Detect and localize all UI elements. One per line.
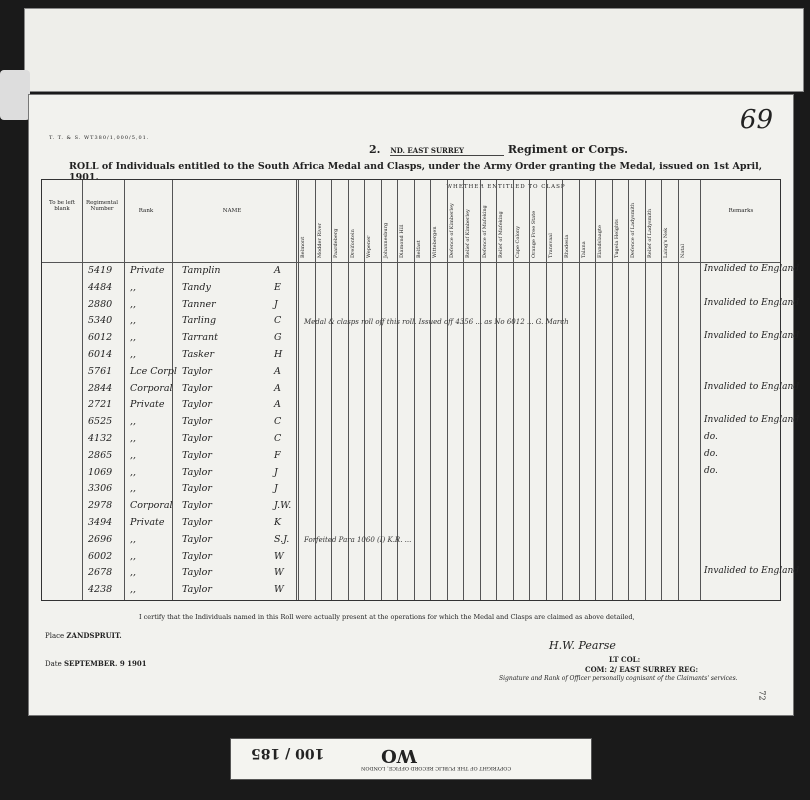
surname: Taylor	[182, 433, 212, 444]
clasp-group-header: WHETHER ENTITLED TO CLASP	[446, 184, 566, 190]
reg-number: 2844	[88, 382, 113, 394]
surname: Taylor	[182, 382, 212, 394]
rank: ,,	[130, 416, 137, 428]
rank: ,,	[130, 483, 137, 495]
surname: Taylor	[182, 466, 212, 478]
rank: Lce Corpl	[130, 365, 177, 377]
remark: do.	[704, 448, 718, 459]
rank: ,,	[130, 315, 137, 327]
top-sheet	[24, 8, 804, 92]
initial: A	[274, 382, 281, 394]
surname: Taylor	[182, 416, 212, 428]
table-row	[42, 466, 780, 482]
clasp-header: Orange Free State	[531, 210, 537, 258]
surname: Tarling	[182, 315, 217, 327]
rank: Private	[130, 517, 165, 528]
table-row	[42, 432, 780, 448]
clasp-header: Dreifontein	[349, 229, 356, 258]
surname: Taylor	[182, 567, 212, 579]
reg-number: 6525	[88, 416, 113, 428]
clasp-header: Johannesburg	[382, 222, 389, 258]
col-reg-number: Regimental Number	[86, 200, 118, 212]
table-row	[42, 566, 800, 582]
reg-number: 1069	[88, 466, 113, 478]
binding-spine	[0, 70, 30, 120]
note-tarrant: Medal & clasps roll off this roll. Issued off 4356 ... as No 6012 ... G. March	[304, 318, 569, 326]
table-row	[42, 297, 800, 314]
initial: A	[274, 399, 281, 411]
table-row	[42, 482, 780, 498]
initial: A	[274, 265, 281, 276]
archive-stamp	[230, 738, 592, 780]
table-row	[42, 499, 780, 515]
clasp-header: Wittebergen	[432, 226, 438, 258]
officer-rank: LT COL:	[609, 655, 641, 664]
surname: Taylor	[182, 517, 212, 528]
rank: ,,	[130, 550, 137, 562]
surname: Tandy	[182, 281, 211, 293]
remark: do.	[704, 465, 718, 476]
clasp-header: Paardeberg	[333, 228, 339, 258]
reg-number: 4238	[88, 584, 113, 596]
table-row	[42, 281, 780, 297]
reg-number: 3494	[88, 517, 113, 528]
table-row	[42, 583, 780, 599]
rank: Corporal	[130, 382, 173, 394]
rank: ,,	[130, 567, 137, 579]
reg-number: 2978	[88, 500, 113, 512]
clasp-header: Modder River	[316, 222, 323, 258]
officer-signature: H.W. Pearse	[549, 639, 616, 652]
table-row	[42, 398, 780, 414]
rank: Private	[130, 399, 165, 411]
reg-number: 4484	[88, 281, 113, 293]
remark: Invalided to England	[704, 415, 800, 426]
reg-number: 6002	[88, 550, 113, 562]
table-row	[42, 415, 800, 431]
roll-title: ROLL of Individuals entitled to the South Africa Medal and Clasps, under the Army Order granting the Medal, issued on 1st April, 1901.	[69, 161, 763, 183]
clasp-header: Belmont	[300, 236, 306, 258]
table-row	[42, 365, 780, 381]
rank: ,,	[130, 433, 137, 444]
surname: Taylor	[182, 550, 212, 562]
regiment-line	[369, 143, 628, 156]
initial: A	[274, 365, 281, 377]
certify-text: I certify that the Individuals named in this Roll were actually present at the operations for which the Medal and Clasps are claimed as above detailed,	[139, 613, 635, 621]
rank: ,,	[130, 349, 137, 360]
reg-number: 4132	[88, 433, 113, 444]
reg-number: 5340	[88, 315, 113, 327]
table-row	[42, 516, 780, 532]
stamp-numbers: 100 / 185	[251, 745, 325, 761]
reg-number: 6012	[88, 332, 113, 344]
initial: J.W.	[274, 500, 292, 512]
initial: E	[274, 281, 281, 293]
rank: ,,	[130, 466, 137, 478]
corner-folio: 69	[739, 105, 773, 135]
table-row	[42, 449, 780, 465]
signature-caption: Signature and Rank of Officer personally cognisant of the Claimants' services.	[499, 675, 738, 682]
initial: W	[274, 550, 284, 562]
surname: Taylor	[182, 533, 212, 545]
table-row	[42, 331, 800, 347]
clasp-header: Natal	[679, 244, 686, 258]
officer-command: COM: 2/ EAST SURREY REG:	[585, 665, 699, 674]
initial: K	[274, 517, 282, 528]
roll-page	[28, 94, 800, 716]
initial: S.J.	[274, 533, 290, 545]
remark: do.	[704, 432, 718, 442]
remark: Invalided to England	[704, 381, 800, 392]
table-row	[42, 550, 780, 566]
surname: Tanner	[182, 298, 216, 310]
reg-number: 5419	[88, 265, 113, 276]
stamp-reference: WO	[381, 745, 417, 766]
initial: J	[274, 466, 278, 478]
reg-number: 5761	[88, 365, 113, 377]
remark: Invalided to England	[704, 566, 800, 577]
initial: F	[274, 449, 281, 461]
clasp-header: Relief of Ladysmith	[646, 208, 653, 258]
surname: Tarrant	[182, 332, 218, 344]
rank: ,,	[130, 298, 137, 310]
initial: G	[274, 332, 282, 344]
clasp-header: Transvaal	[547, 233, 554, 258]
reg-number: 2880	[88, 298, 113, 310]
initial: W	[274, 584, 284, 596]
reg-number: 2865	[88, 449, 113, 461]
clasp-header: Defence of Kimberley	[448, 203, 455, 258]
surname: Taylor	[182, 449, 212, 461]
surname: Tasker	[182, 349, 215, 360]
remark: Invalided to England	[704, 264, 800, 274]
surname: Taylor	[182, 365, 212, 377]
rank: ,,	[130, 533, 137, 545]
clasp-header: Defence of Mafeking	[481, 205, 488, 258]
surname: Taylor	[182, 500, 212, 512]
roll-table	[41, 179, 800, 601]
clasp-header: Relief of Kimberley	[465, 209, 471, 258]
clasp-header: Wepener	[366, 235, 372, 258]
stamp-copyright: COPYRIGHT OF THE PUBLIC RECORD OFFICE, LONDON	[361, 765, 512, 771]
initial: J	[274, 298, 278, 310]
surname: Taylor	[182, 584, 212, 596]
clasp-header: Tugela Heights	[613, 219, 620, 258]
col-rank: Rank	[138, 208, 154, 214]
clasp-header: Talana	[580, 241, 587, 258]
surname: Tamplin	[182, 265, 221, 276]
regiment-label: Regiment or Corps.	[507, 143, 628, 156]
place-line: Place ZANDSPRUIT.	[45, 631, 122, 640]
surname: Taylor	[182, 399, 212, 411]
reg-number: 2696	[88, 533, 113, 545]
table-row	[42, 381, 800, 398]
table-row	[42, 264, 800, 280]
reg-number: 6014	[88, 349, 113, 360]
initial: J	[274, 483, 278, 495]
table-row	[42, 348, 780, 364]
clasp-header: Defence of Ladysmith	[630, 202, 636, 258]
remark: Invalided to England	[704, 331, 800, 342]
rank: ,,	[130, 449, 137, 461]
initial: W	[274, 567, 284, 579]
clasp-header: Belfast	[415, 240, 422, 258]
reg-number: 2721	[88, 399, 113, 411]
clasp-header: Relief of Mafeking	[498, 211, 504, 258]
remark: Invalided to England	[704, 297, 800, 308]
initial: H	[274, 349, 283, 360]
regiment-prefix: 2.	[369, 143, 381, 156]
initial: C	[274, 315, 282, 327]
initial: C	[274, 433, 282, 444]
clasp-header: Laing's Nek	[663, 227, 669, 258]
rank: ,,	[130, 584, 137, 596]
clasp-header: Cape Colony	[514, 225, 521, 258]
reg-number: 3306	[88, 483, 113, 495]
reg-number: 2678	[88, 567, 113, 579]
surname: Taylor	[182, 483, 212, 495]
note-taylor-w: Forfeited Para 1060 (I) K.R. ...	[304, 536, 412, 544]
regiment-value: ND. EAST SURREY	[390, 146, 504, 156]
date-line: Date SEPTEMBER. 9 1901	[45, 659, 147, 668]
rank: ,,	[130, 332, 137, 344]
rank: Corporal	[130, 500, 173, 512]
initial: C	[274, 416, 282, 428]
clasp-header: Diamond Hill	[399, 224, 405, 258]
col-remarks: Remarks	[728, 208, 754, 214]
page-number: 72	[757, 690, 767, 701]
col-name: NAME	[222, 208, 242, 214]
col-left-blank: To be left blank	[48, 200, 76, 212]
printer-code: T. T. & S. WT380/1,000/5,01.	[49, 135, 150, 141]
rank: Private	[130, 265, 165, 276]
clasp-header: Rhodesia	[564, 234, 570, 258]
rank: ,,	[130, 281, 137, 293]
clasp-header: Elandslaagte	[597, 225, 603, 258]
